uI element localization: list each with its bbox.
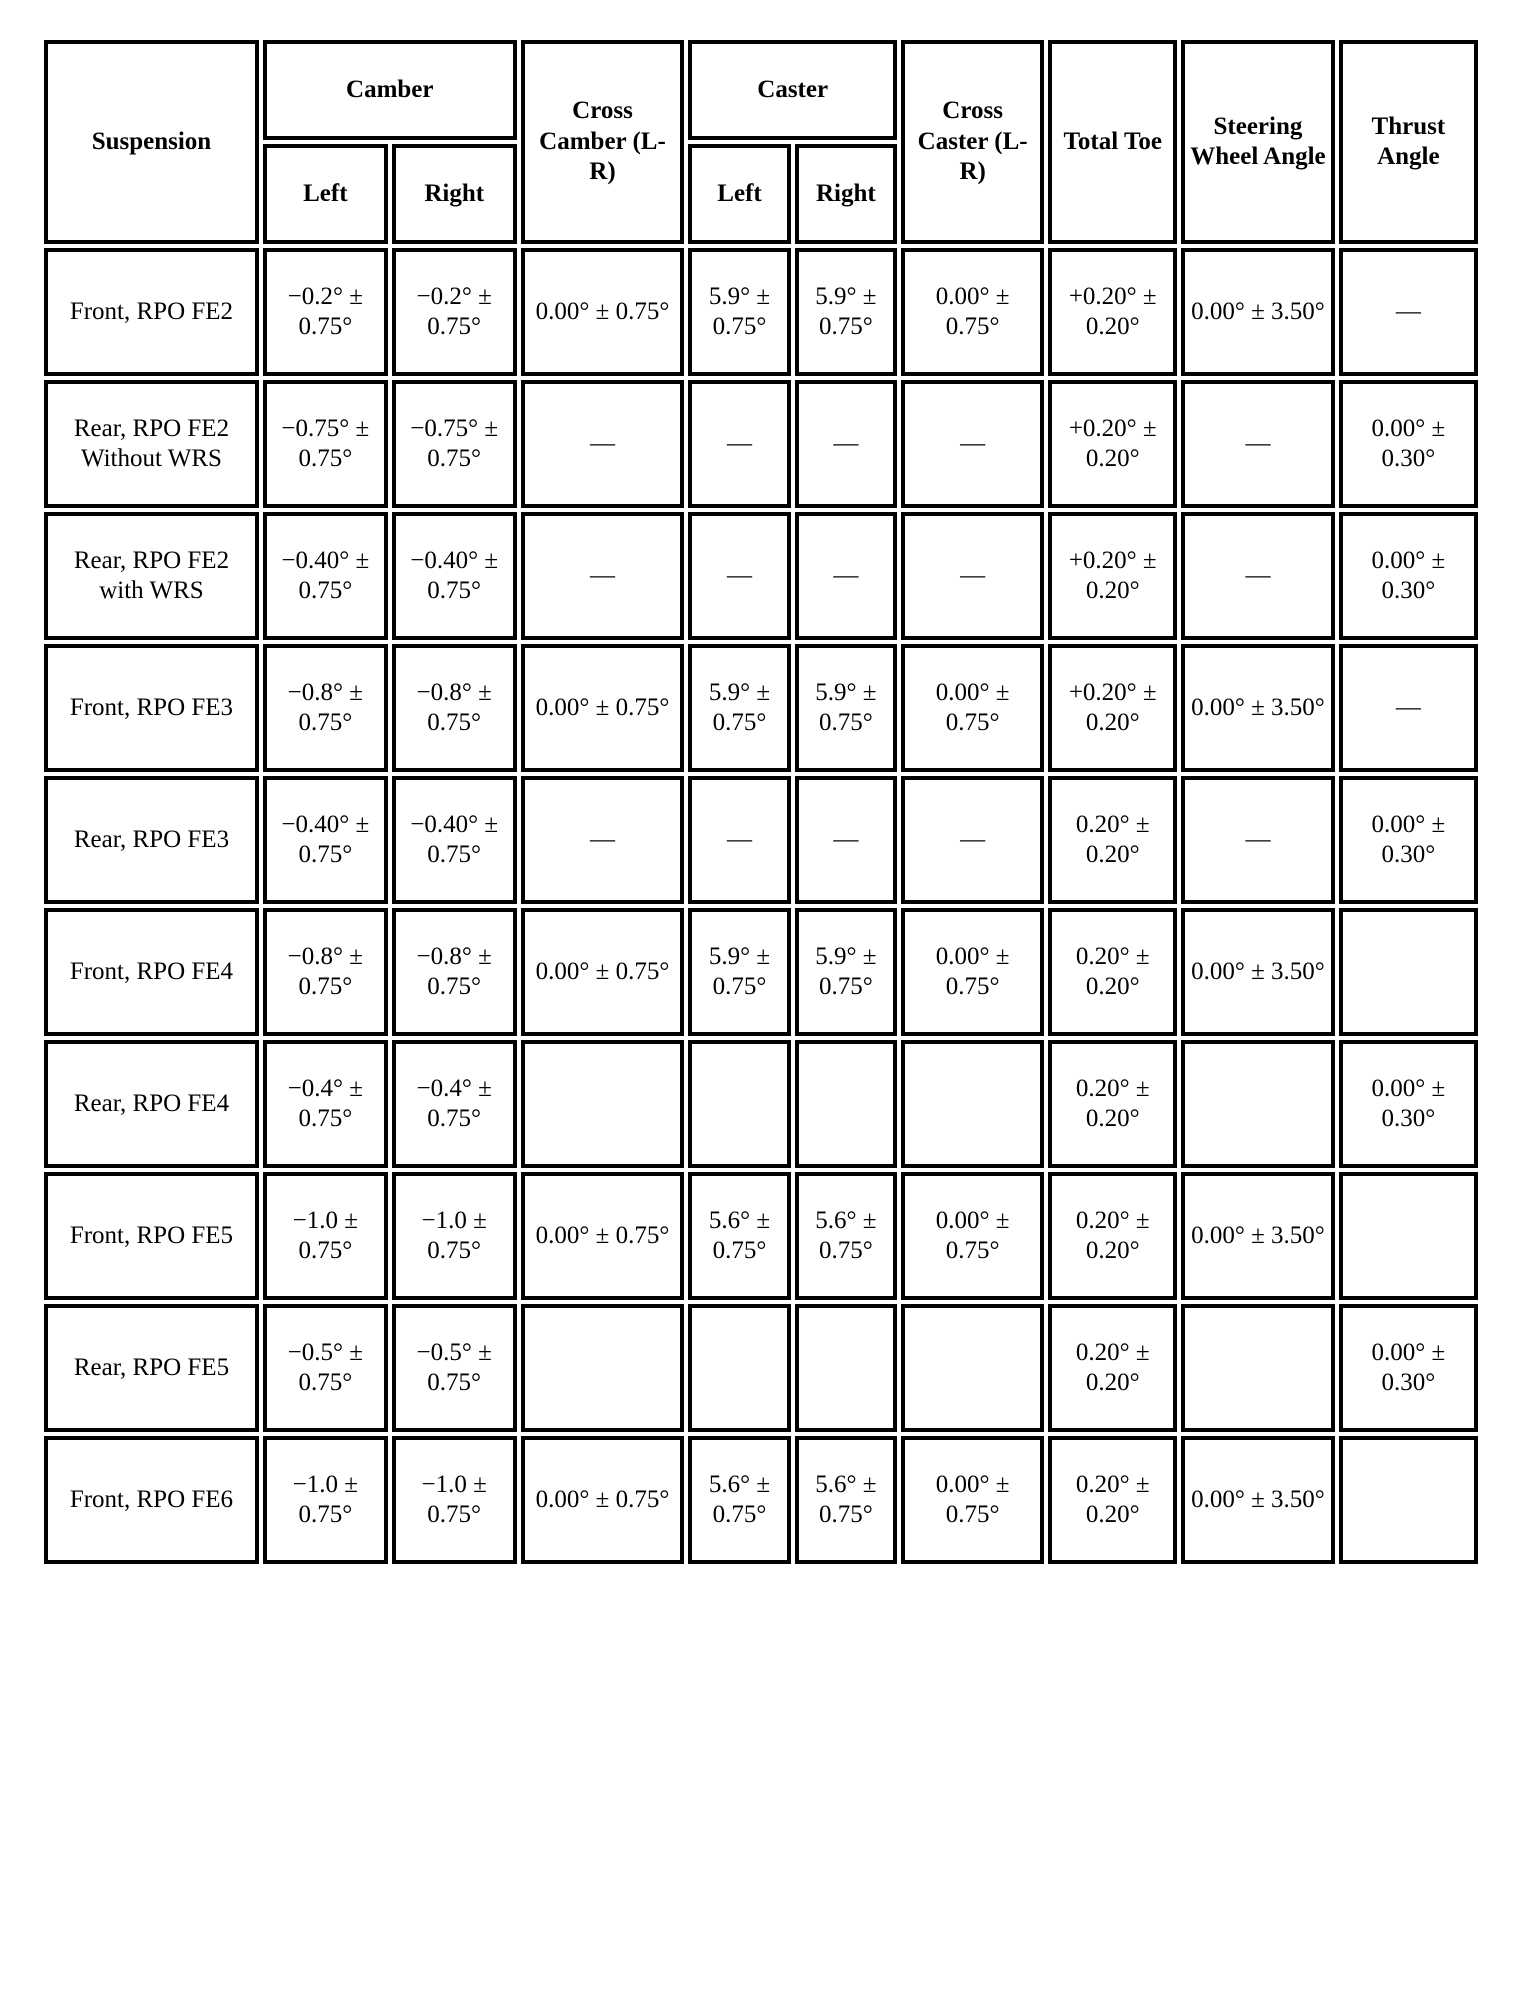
cell-caster-left: —: [688, 776, 790, 904]
table-body: [44, 248, 1478, 1564]
cell-cross-caster: 0.00° ± 0.75°: [901, 248, 1044, 376]
cell-cross-caster: [901, 1304, 1044, 1432]
table-row: [44, 644, 1478, 772]
cell-caster-left: —: [688, 512, 790, 640]
cell-total-toe: +0.20° ± 0.20°: [1048, 380, 1177, 508]
header-caster-left: Left: [688, 144, 790, 244]
header-thrust-angle: Thrust Angle: [1339, 40, 1478, 244]
cell-total-toe: 0.20° ± 0.20°: [1048, 1436, 1177, 1564]
cell-cross-caster: —: [901, 380, 1044, 508]
cell-total-toe: +0.20° ± 0.20°: [1048, 644, 1177, 772]
cell-caster-right: [795, 1040, 897, 1168]
cell-camber-left: −0.5° ± 0.75°: [263, 1304, 388, 1432]
table-row: [44, 248, 1478, 376]
cell-total-toe: 0.20° ± 0.20°: [1048, 908, 1177, 1036]
cell-thrust-angle: 0.00° ± 0.30°: [1339, 380, 1478, 508]
header-total-toe: Total Toe: [1048, 40, 1177, 244]
cell-suspension: Rear, RPO FE5: [44, 1304, 259, 1432]
cell-thrust-angle: [1339, 1436, 1478, 1564]
cell-caster-left: 5.6° ± 0.75°: [688, 1436, 790, 1564]
cell-cross-caster: —: [901, 776, 1044, 904]
cell-cross-camber: 0.00° ± 0.75°: [521, 248, 685, 376]
header-camber-right: Right: [392, 144, 517, 244]
cell-camber-right: −0.2° ± 0.75°: [392, 248, 517, 376]
cell-cross-camber: 0.00° ± 0.75°: [521, 908, 685, 1036]
cell-caster-right: 5.9° ± 0.75°: [795, 248, 897, 376]
cell-cross-camber: [521, 1304, 685, 1432]
cell-total-toe: 0.20° ± 0.20°: [1048, 1040, 1177, 1168]
cell-steering-wheel-angle: [1181, 1040, 1335, 1168]
cell-caster-right: —: [795, 512, 897, 640]
cell-caster-right: 5.9° ± 0.75°: [795, 644, 897, 772]
cell-cross-camber: —: [521, 512, 685, 640]
cell-suspension: Rear, RPO FE2 Without WRS: [44, 380, 259, 508]
cell-caster-right: 5.6° ± 0.75°: [795, 1436, 897, 1564]
cell-cross-camber: 0.00° ± 0.75°: [521, 1172, 685, 1300]
cell-camber-right: −0.75° ± 0.75°: [392, 380, 517, 508]
cell-cross-camber: —: [521, 776, 685, 904]
cell-camber-left: −0.75° ± 0.75°: [263, 380, 388, 508]
cell-camber-right: −0.40° ± 0.75°: [392, 512, 517, 640]
cell-caster-right: —: [795, 380, 897, 508]
cell-caster-left: 5.6° ± 0.75°: [688, 1172, 790, 1300]
cell-caster-left: [688, 1040, 790, 1168]
cell-thrust-angle: 0.00° ± 0.30°: [1339, 1304, 1478, 1432]
cell-cross-caster: 0.00° ± 0.75°: [901, 1436, 1044, 1564]
cell-camber-left: −1.0 ± 0.75°: [263, 1172, 388, 1300]
header-row-groups: [44, 40, 1478, 140]
table-row: [44, 1172, 1478, 1300]
cell-cross-caster: 0.00° ± 0.75°: [901, 1172, 1044, 1300]
table-row: [44, 1304, 1478, 1432]
cell-thrust-angle: —: [1339, 644, 1478, 772]
cell-thrust-angle: [1339, 1172, 1478, 1300]
cell-caster-left: 5.9° ± 0.75°: [688, 248, 790, 376]
cell-thrust-angle: 0.00° ± 0.30°: [1339, 776, 1478, 904]
cell-camber-left: −0.4° ± 0.75°: [263, 1040, 388, 1168]
cell-cross-caster: —: [901, 512, 1044, 640]
cell-steering-wheel-angle: 0.00° ± 3.50°: [1181, 1436, 1335, 1564]
cell-camber-right: −0.8° ± 0.75°: [392, 908, 517, 1036]
cell-steering-wheel-angle: 0.00° ± 3.50°: [1181, 1172, 1335, 1300]
cell-total-toe: 0.20° ± 0.20°: [1048, 1172, 1177, 1300]
cell-camber-right: −1.0 ± 0.75°: [392, 1172, 517, 1300]
cell-suspension: Front, RPO FE4: [44, 908, 259, 1036]
cell-caster-left: [688, 1304, 790, 1432]
cell-suspension: Front, RPO FE3: [44, 644, 259, 772]
cell-caster-right: [795, 1304, 897, 1432]
header-cross-caster: Cross Caster (L-R): [901, 40, 1044, 244]
cell-camber-left: −0.8° ± 0.75°: [263, 644, 388, 772]
cell-steering-wheel-angle: —: [1181, 776, 1335, 904]
cell-camber-right: −0.4° ± 0.75°: [392, 1040, 517, 1168]
cell-camber-left: −0.40° ± 0.75°: [263, 512, 388, 640]
cell-camber-left: −0.40° ± 0.75°: [263, 776, 388, 904]
wheel-alignment-specifications-table: [40, 36, 1482, 1568]
table-row: [44, 512, 1478, 640]
cell-suspension: Front, RPO FE2: [44, 248, 259, 376]
cell-steering-wheel-angle: 0.00° ± 3.50°: [1181, 248, 1335, 376]
cell-cross-camber: —: [521, 380, 685, 508]
cell-suspension: Rear, RPO FE3: [44, 776, 259, 904]
cell-thrust-angle: 0.00° ± 0.30°: [1339, 1040, 1478, 1168]
cell-steering-wheel-angle: 0.00° ± 3.50°: [1181, 908, 1335, 1036]
header-caster-right: Right: [795, 144, 897, 244]
cell-caster-left: 5.9° ± 0.75°: [688, 644, 790, 772]
cell-suspension: Front, RPO FE6: [44, 1436, 259, 1564]
cell-cross-caster: 0.00° ± 0.75°: [901, 908, 1044, 1036]
cell-thrust-angle: 0.00° ± 0.30°: [1339, 512, 1478, 640]
cell-steering-wheel-angle: —: [1181, 512, 1335, 640]
cell-caster-right: —: [795, 776, 897, 904]
cell-cross-camber: 0.00° ± 0.75°: [521, 644, 685, 772]
cell-steering-wheel-angle: —: [1181, 380, 1335, 508]
cell-caster-left: —: [688, 380, 790, 508]
header-suspension: Suspension: [44, 40, 259, 244]
header-camber-group: Camber: [263, 40, 517, 140]
table-row: [44, 1040, 1478, 1168]
cell-cross-camber: 0.00° ± 0.75°: [521, 1436, 685, 1564]
cell-camber-left: −1.0 ± 0.75°: [263, 1436, 388, 1564]
cell-caster-left: 5.9° ± 0.75°: [688, 908, 790, 1036]
cell-suspension: Rear, RPO FE2 with WRS: [44, 512, 259, 640]
cell-camber-right: −0.40° ± 0.75°: [392, 776, 517, 904]
cell-total-toe: +0.20° ± 0.20°: [1048, 512, 1177, 640]
header-camber-left: Left: [263, 144, 388, 244]
cell-steering-wheel-angle: [1181, 1304, 1335, 1432]
cell-total-toe: +0.20° ± 0.20°: [1048, 248, 1177, 376]
cell-thrust-angle: [1339, 908, 1478, 1036]
cell-camber-right: −1.0 ± 0.75°: [392, 1436, 517, 1564]
table-row: [44, 380, 1478, 508]
cell-suspension: Rear, RPO FE4: [44, 1040, 259, 1168]
cell-total-toe: 0.20° ± 0.20°: [1048, 1304, 1177, 1432]
cell-thrust-angle: —: [1339, 248, 1478, 376]
cell-cross-caster: [901, 1040, 1044, 1168]
header-cross-camber: Cross Camber (L-R): [521, 40, 685, 244]
cell-caster-right: 5.6° ± 0.75°: [795, 1172, 897, 1300]
cell-suspension: Front, RPO FE5: [44, 1172, 259, 1300]
cell-camber-left: −0.2° ± 0.75°: [263, 248, 388, 376]
cell-camber-left: −0.8° ± 0.75°: [263, 908, 388, 1036]
cell-camber-right: −0.5° ± 0.75°: [392, 1304, 517, 1432]
cell-total-toe: 0.20° ± 0.20°: [1048, 776, 1177, 904]
cell-camber-right: −0.8° ± 0.75°: [392, 644, 517, 772]
cell-cross-camber: [521, 1040, 685, 1168]
header-steering-wheel-angle: Steering Wheel Angle: [1181, 40, 1335, 244]
table-row: [44, 908, 1478, 1036]
table-row: [44, 776, 1478, 904]
header-caster-group: Caster: [688, 40, 897, 140]
table-header: [44, 40, 1478, 244]
cell-caster-right: 5.9° ± 0.75°: [795, 908, 897, 1036]
table-row: [44, 1436, 1478, 1564]
cell-steering-wheel-angle: 0.00° ± 3.50°: [1181, 644, 1335, 772]
cell-cross-caster: 0.00° ± 0.75°: [901, 644, 1044, 772]
